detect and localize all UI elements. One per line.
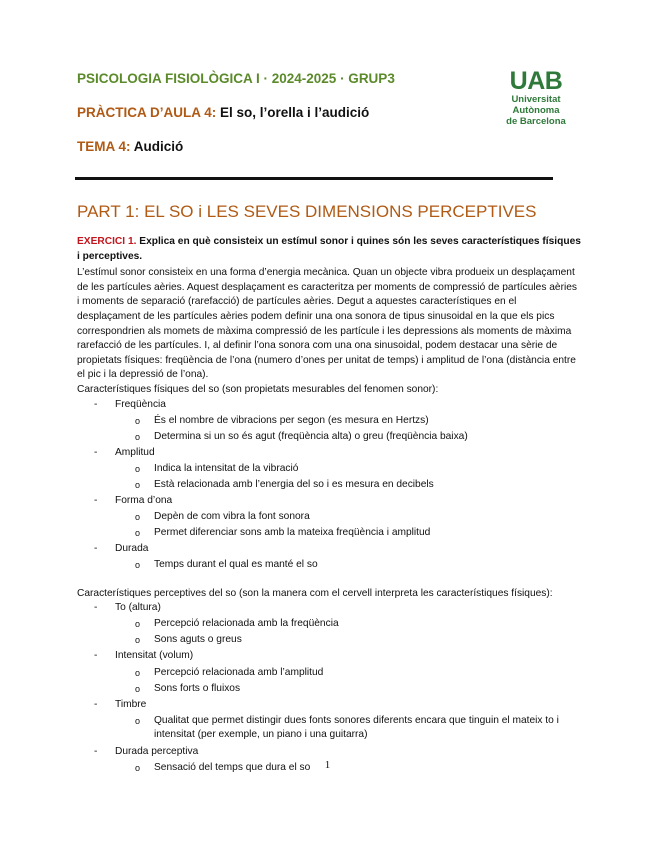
sub-list-item-text: Sons forts o fluixos xyxy=(154,682,241,694)
list-item: - Durada o Temps durant el qual es manté el so xyxy=(77,542,582,573)
list-item-label: Timbre xyxy=(115,698,147,710)
tema-title: Audició xyxy=(133,139,184,154)
physical-list xyxy=(77,398,582,574)
logo-mark: UAB xyxy=(509,67,563,95)
sub-list-item-text: Indica la intensitat de la vibració xyxy=(154,462,299,474)
sub-list-item: o Sensació del temps que dura el so xyxy=(135,761,311,773)
sub-list-item-text: Permet diferenciar sons amb la mateixa freqüència i amplitud xyxy=(154,527,431,539)
sub-list-item-text: Qualitat que permet distingir dues fonts sonores diferents encara que tinguin el mateix to i intensitat (per exemple, un piano i una guitarra) xyxy=(154,714,559,741)
perceptual-heading: Característiques perceptives del so (son la manera com el cervell interpreta les característiques físiques): xyxy=(77,587,553,599)
sub-list-item: o Està relacionada amb l’energia del so i es mesura en decibels xyxy=(135,479,434,490)
list-item-label: Forma d’ona xyxy=(115,495,173,507)
list-item-label: To (altura) xyxy=(115,602,161,614)
sub-list-item: o Sons aguts o greus xyxy=(135,634,242,646)
exercise-label: EXERCICI 1. xyxy=(77,236,137,247)
sub-list-item-text: Determina si un so és agut (freqüència alta) o greu (freqüència baixa) xyxy=(154,430,468,442)
exercise-question xyxy=(77,235,582,264)
sub-list-item-text: Sons aguts o greus xyxy=(154,634,242,646)
perceptual-list xyxy=(77,601,582,775)
list-item: - Freqüència o És el nombre de vibracions per segon (es mesura en Hertzs) o Determina si un so és agut (freqüència alta) o greu (freqüència baixa) xyxy=(77,398,582,445)
sub-list-item-text: És el nombre de vibracions per segon (es mesura en Hertzs) xyxy=(154,414,429,426)
list-item: - Amplitud o Indica la intensitat de la vibració o Està relacionada amb l’energia del so i es mesura en decibels xyxy=(77,446,582,493)
list-item: - Durada perceptiva o Sensació del temps que dura el so xyxy=(77,745,582,776)
part-title: PART 1: EL SO i LES SEVES DIMENSIONS PERCEPTIVES xyxy=(77,202,537,221)
list-item-label: Amplitud xyxy=(115,446,155,458)
list-item: - Intensitat (volum) o Percepció relacionada amb l’amplitud o Sons forts o fluixos xyxy=(77,649,582,696)
course-header: PSICOLOGIA FISIOLÒGICA I · 2024-2025 · GRUP3 xyxy=(77,71,395,86)
sub-list-item-text: Està relacionada amb l’energia del so i es mesura en decibels xyxy=(154,479,434,490)
practica-header xyxy=(77,105,369,120)
tema-header xyxy=(77,139,183,154)
sub-list-item: o Indica la intensitat de la vibració xyxy=(135,462,299,474)
list-item-label: Durada xyxy=(115,543,149,555)
sub-list-item: o És el nombre de vibracions per segon (es mesura en Hertzs) xyxy=(135,414,429,426)
logo-line-2: de Barcelona xyxy=(506,116,566,127)
page-number: 1 xyxy=(324,759,331,771)
uab-logo xyxy=(490,68,582,127)
list-item-label: Intensitat (volum) xyxy=(115,650,194,662)
sub-list-item: o Temps durant el qual es manté el so xyxy=(135,559,318,571)
practica-title: El so, l’orella i l’audició xyxy=(220,105,370,120)
sub-list-item-text: Sensació del temps que dura el so xyxy=(154,761,311,773)
sub-list-item: o Percepció relacionada amb la freqüència xyxy=(135,618,339,630)
exercise-answer: L’estímul sonor consisteix en una forma d’energia mecànica. Quan un objecte vibra produeix un desplaçament de les partícules aèries. Aquest desplaçament es caracteritza per moments de compressió de partícules aèries i moments de separació (rarefacció) de partícules aèries. Degut a aquestes característiques en el desplaçament de les partícules aèries podem definir una ona sonora de tipus sinusoidal en la que els pics correspondrien als momets de màxima compressió de les partícule i les depressions als moments de màxima rarefacció de les partícules. I, al definir l’ona sonora com una ona sinusoidal, podem destacar una sèrie de propietats físiques: freqüència de l’ona (numero d’ones per unitat de temps) i amplitud de l’ona (distància entre el pic i la depressió de l’ona). xyxy=(77,267,578,381)
sub-list-item: o Permet diferenciar sons amb la mateixa freqüència i amplitud xyxy=(135,527,431,539)
sub-list-item: o Determina si un so és agut (freqüència alta) o greu (freqüència baixa) xyxy=(135,430,468,442)
list-item-label: Freqüència xyxy=(115,398,166,410)
sub-list-item-text: Depèn de com vibra la font sonora xyxy=(154,511,310,523)
sub-list-item: o Percepció relacionada amb l’amplitud xyxy=(135,666,324,678)
exercise-question-text: Explica en què consisteix un estímul sonor i quines són les seves característiques físiques i perceptives. xyxy=(77,236,581,262)
sub-list-item-text: Percepció relacionada amb la freqüència xyxy=(154,618,339,630)
header-divider xyxy=(75,177,553,180)
practica-label: PRÀCTICA D’AULA 4: xyxy=(77,105,217,120)
sub-list-item-text: Temps durant el qual es manté el so xyxy=(154,559,318,571)
sub-list-item: o Sons forts o fluixos xyxy=(135,682,241,694)
logo-line-1: Universitat Autònoma xyxy=(511,94,561,116)
list-item: - To (altura) o Percepció relacionada amb la freqüència o Sons aguts o greus xyxy=(77,601,582,648)
sub-list-item-text: Percepció relacionada amb l’amplitud xyxy=(154,666,324,678)
sub-list-item: o Qualitat que permet distingir dues fonts sonores diferents encara que tinguin el mateix to i intensitat (per exemple, un piano i una guitarra) xyxy=(135,714,559,741)
sub-list-item: o Depèn de com vibra la font sonora xyxy=(135,511,310,523)
list-item: - Forma d’ona o Depèn de com vibra la font sonora o Permet diferenciar sons amb la mateixa freqüència i amplitud xyxy=(77,494,582,541)
tema-label: TEMA 4: xyxy=(77,139,131,154)
list-item: - Timbre o Qualitat que permet distingir dues fonts sonores diferents encara que tinguin el mateix to i intensitat (per exemple, un piano i una guitarra) xyxy=(77,698,582,743)
document-body xyxy=(77,235,582,777)
physical-heading: Característiques físiques del so (son propietats mesurables del fenomen sonor): xyxy=(77,383,439,395)
list-item-label: Durada perceptiva xyxy=(115,745,199,757)
